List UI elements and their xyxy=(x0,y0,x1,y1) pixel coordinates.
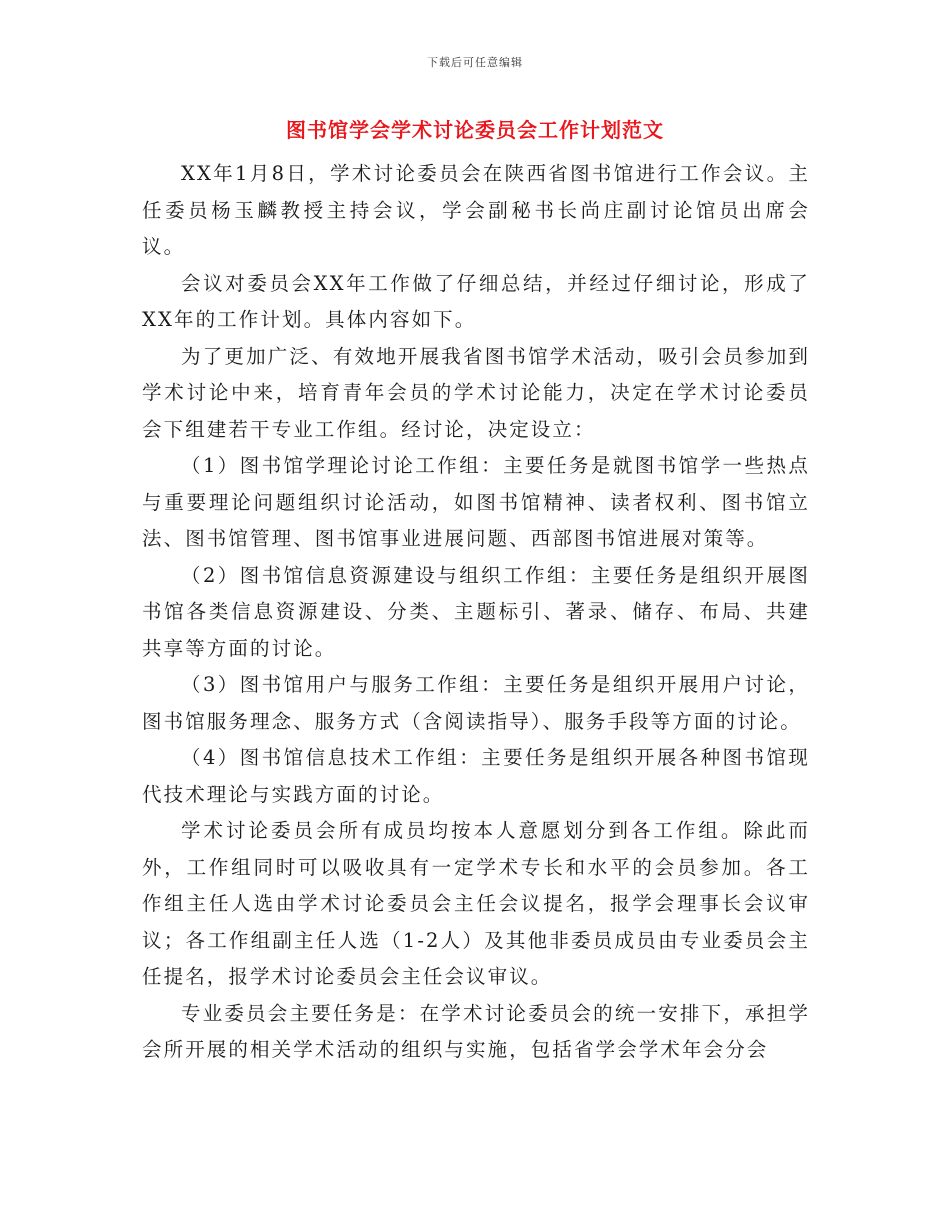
paragraph: （4）图书馆信息技术工作组：主要任务是组织开展各种图书馆现代技术理论与实践方面的讨论。 xyxy=(142,746,810,806)
paragraph: 专业委员会主要任务是：在学术讨论委员会的统一安排下，承担学会所开展的相关学术活动的组织与实施，包括省学会学术年会分会 xyxy=(142,1001,810,1061)
paragraph: 为了更加广泛、有效地开展我省图书馆学术活动，吸引会员参加到学术讨论中来，培育青年会员的学术讨论能力，决定在学术讨论委员会下组建若干专业工作组。经讨论，决定设立： xyxy=(142,344,810,441)
paragraph: （3）图书馆用户与服务工作组：主要任务是组织开展用户讨论，图书馆服务理念、服务方式（含阅读指导）、服务手段等方面的讨论。 xyxy=(142,673,810,733)
document-body xyxy=(142,156,810,1069)
document-title: 图书馆学会学术讨论委员会工作计划范文 xyxy=(286,118,664,142)
header-note: 下载后可任意编辑 xyxy=(427,56,523,69)
paragraph: （2）图书馆信息资源建设与组织工作组：主要任务是组织开展图书馆各类信息资源建设、分类、主题标引、著录、储存、布局、共建共享等方面的讨论。 xyxy=(142,563,810,660)
paragraph: 会议对委员会XX年工作做了仔细总结，并经过仔细讨论，形成了XX年的工作计划。具体内容如下。 xyxy=(142,271,810,331)
paragraph: 学术讨论委员会所有成员均按本人意愿划分到各工作组。除此而外，工作组同时可以吸收具有一定学术专长和水平的会员参加。各工作组主任人选由学术讨论委员会主任会议提名，报学会理事长会议审议；各工作组副主任人选（1-2人）及其他非委员成员由专业委员会主任提名，报学术讨论委员会主任会议审议。 xyxy=(142,819,810,988)
paragraph: XX年1月8日，学术讨论委员会在陕西省图书馆进行工作会议。主任委员杨玉麟教授主持会议，学会副秘书长尚庄副讨论馆员出席会议。 xyxy=(142,162,810,258)
paragraph: （1）图书馆学理论讨论工作组：主要任务是就图书馆学一些热点与重要理论问题组织讨论活动，如图书馆精神、读者权利、图书馆立法、图书馆管理、图书馆事业进展问题、西部图书馆进展对策等。 xyxy=(142,454,810,550)
